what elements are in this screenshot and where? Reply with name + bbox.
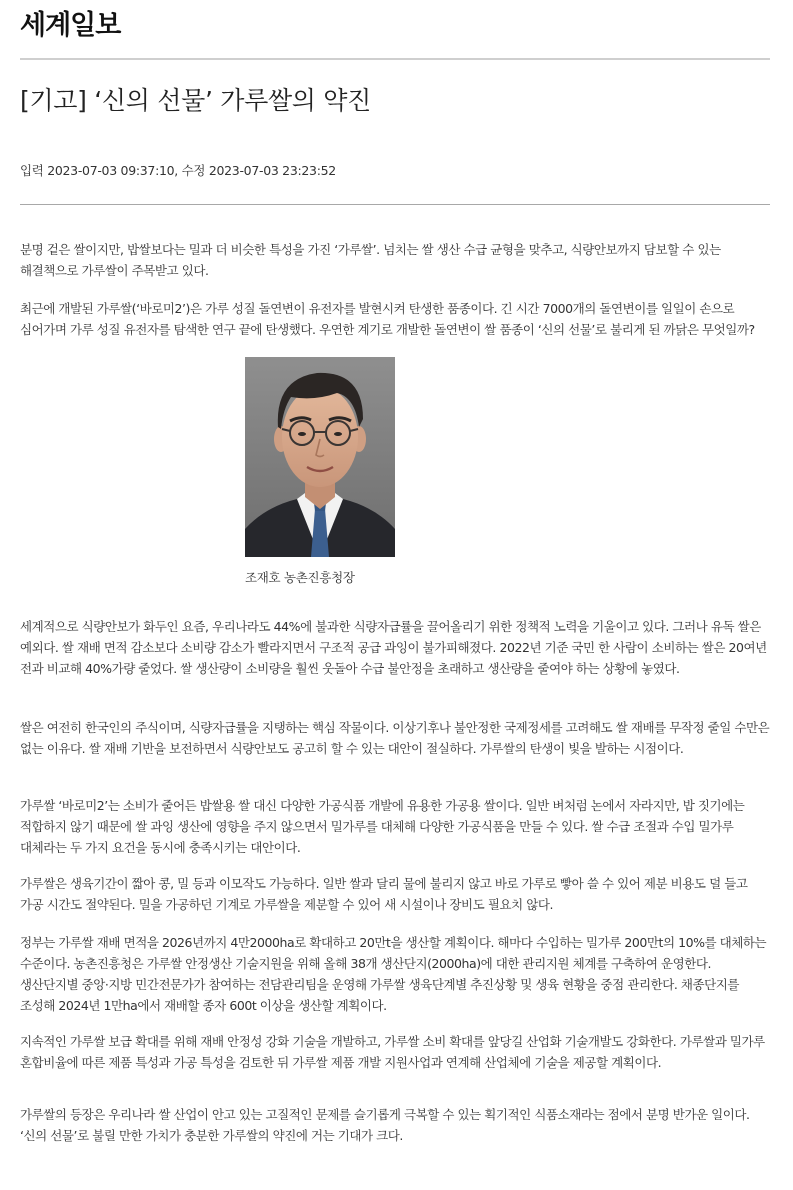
article-paragraph: 쌀은 여전히 한국인의 주식이며, 식량자급률을 지탱하는 핵심 작물이다. 이상기후나 불안정한 국제정세를 고려해도 쌀 재배를 무작정 줄일 수만은 없는 이유다. 쌀 재배 기반을 보전하면서 식량안보도 공고히 할 수 있는 대안이 절실하다. 가루쌀의 탄생이 빛을 발하는 시점이다. xyxy=(20,720,770,756)
site-logo[interactable]: 세계일보 xyxy=(20,10,121,41)
dateline-divider xyxy=(20,204,770,205)
author-portrait-image xyxy=(245,357,395,557)
header-divider xyxy=(20,58,770,60)
author-photo xyxy=(245,357,395,557)
article-paragraph: 최근에 개발된 가루쌀(‘바로미2’)은 가루 성질 돌연변이 유전자를 발현시켜 탄생한 품종이다. 긴 시간 7000개의 돌연변이를 일일이 손으로 심어가며 가루 성질 유전자를 탐색한 연구 끝에 탄생했다. 우연한 계기로 개발한 돌연변이 쌀 품종이 ‘신의 선물’로 불리게 된 까닭은 무엇일까? xyxy=(20,301,755,337)
article-paragraph: 분명 겉은 쌀이지만, 밥쌀보다는 밀과 더 비슷한 특성을 가진 ‘가루쌀’. 넘치는 쌀 생산 수급 균형을 맞추고, 식량안보까지 담보할 수 있는 해결책으로 가루쌀이 주목받고 있다. xyxy=(20,242,721,278)
photo-caption: 조재호 농촌진흥청장 xyxy=(245,570,355,585)
article-paragraph: 가루쌀의 등장은 우리나라 쌀 산업이 안고 있는 고질적인 문제를 슬기롭게 극복할 수 있는 획기적인 식품소재라는 점에서 분명 반가운 일이다. ‘신의 선물’로 불릴 만한 가치가 충분한 가루쌀의 약진에 거는 기대가 크다. xyxy=(20,1107,750,1143)
article-headline: [기고] ‘신의 선물’ 가루쌀의 약진 xyxy=(20,86,371,115)
article-paragraph: 지속적인 가루쌀 보급 확대를 위해 재배 안정성 강화 기술을 개발하고, 가루쌀 소비 확대를 앞당길 산업화 기술개발도 강화한다. 가루쌀과 밀가루 혼합비율에 따른 제품 특성과 가공 특성을 검토한 뒤 가루쌀 제품 개발 지원사업과 연계해 산업체에 기술을 제공할 계획이다. xyxy=(20,1034,765,1070)
article-paragraph: 가루쌀은 생육기간이 짧아 콩, 밀 등과 이모작도 가능하다. 일반 쌀과 달리 물에 불리지 않고 바로 가루로 빻아 쓸 수 있어 제분 비용도 덜 들고 가공 시간도 절약된다. 밀을 가공하던 기계로 가루쌀을 제분할 수 있어 새 시설이나 장비도 필요치 않다. xyxy=(20,876,748,912)
article-paragraph: 정부는 가루쌀 재배 면적을 2026년까지 4만2000ha로 확대하고 20만t을 생산할 계획이다. 해마다 수입하는 밀가루 200만t의 10%를 대체하는 수준이다. 농촌진흥청은 가루쌀 안정생산 기술지원을 위해 올해 38개 생산단지(2000ha)에 대한 관리지원 체계를 구축하여 운영한다. 생산단지별 중앙·지방 민간전문가가 참여하는 전담관리팀을 운영해 가루쌀 생육단계별 추진상황 및 생육 현황을 중점 관리한다. 채종단지를 조성해 2024년 1만ha에서 재배할 종자 600t 이상을 생산할 계획이다. xyxy=(20,935,767,1013)
article-dateline: 입력 2023-07-03 09:37:10, 수정 2023-07-03 23:23:52 xyxy=(20,163,336,178)
article-paragraph: 가루쌀 ‘바로미2’는 소비가 줄어든 밥쌀용 쌀 대신 다양한 가공식품 개발에 유용한 가공용 쌀이다. 일반 벼처럼 논에서 자라지만, 밥 짓기에는 적합하지 않기 때문에 쌀 과잉 생산에 영향을 주지 않으면서 밀가루를 대체해 다양한 가공식품을 만들 수 있다. 쌀 수급 조절과 수입 밀가루 대체라는 두 가지 요건을 동시에 충족시키는 대안이다. xyxy=(20,798,745,855)
article-paragraph: 세계적으로 식량안보가 화두인 요즘, 우리나라도 44%에 불과한 식량자급률을 끌어올리기 위한 정책적 노력을 기울이고 있다. 그러나 유독 쌀은 예외다. 쌀 재배 면적 감소보다 소비량 감소가 빨라지면서 구조적 공급 과잉이 불가피해졌다. 2022년 기준 국민 한 사람이 소비하는 쌀은 20여년 전과 비교해 40%가량 줄었다. 쌀 생산량이 소비량을 훨씬 웃돌아 수급 불안정을 초래하고 생산량을 줄여야 하는 상황에 놓였다. xyxy=(20,619,767,676)
